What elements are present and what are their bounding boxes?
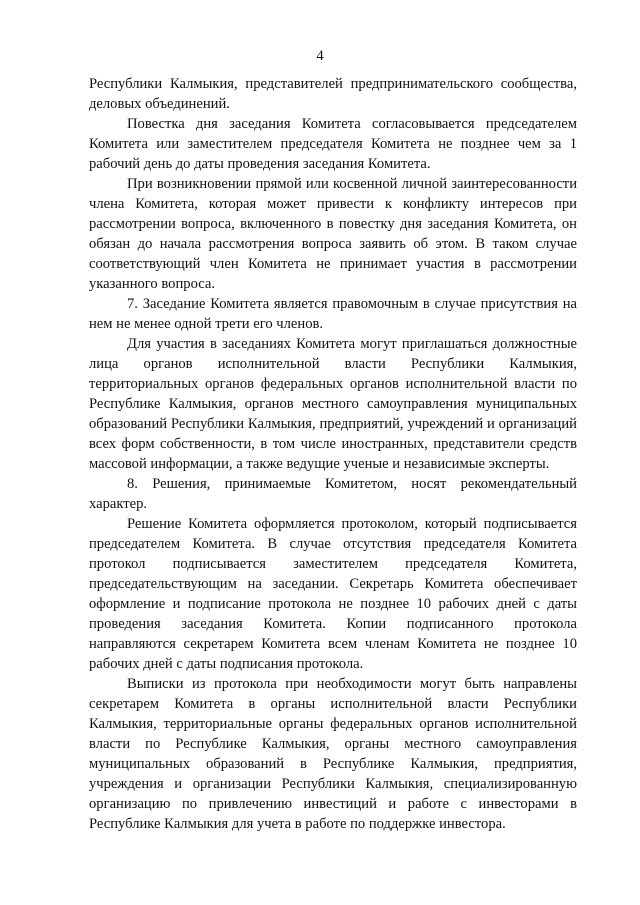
paragraph: Республики Калмыкия, представителей предпринимательского сообщества, деловых объединений. [89, 76, 577, 112]
paragraph: Выписки из протокола при необходимости могут быть направлены секретарем Комитета в органы исполнительной власти Республики Калмыкия, территориальные органы федеральных органов исполнительной власти по Республике Калмыкия, органы местного самоуправления муниципальных образований в Республике Калмыкия, предприятия, учреждения и организации Республики Калмыкия, специализированную организацию по привлечению инвестиций и работе с инвесторами в Республике Калмыкия для учета в работе по поддержке инвестора. [89, 676, 577, 832]
paragraph: Для участия в заседаниях Комитета могут приглашаться должностные лица органов исполнительной власти Республики Калмыкия, территориальных органов федеральных органов исполнительной власти по Республике Калмыкия, органов местного самоуправления муниципальных образований Республики Калмыкия, предприятий, учреждений и организаций всех форм собственности, в том числе иностранных, представители средств массовой информации, а также ведущие ученые и независимые эксперты. [89, 336, 577, 472]
paragraph: Повестка дня заседания Комитета согласовывается председателем Комитета или заместителем председателя Комитета не позднее чем за 1 рабочий день до даты проведения заседания Комитета. [89, 116, 577, 172]
paragraph: Решение Комитета оформляется протоколом, который подписывается председателем Комитета. В случае отсутствия председателя Комитета протокол подписывается заместителем председателя Комитета, председательствующим на заседании. Секретарь Комитета обеспечивает оформление и подписание протокола не позднее 10 рабочих дней с даты проведения заседания Комитета. Копии подписанного протокола направляются секретарем Комитета всем членам Комитета не позднее 10 рабочих дней с даты подписания протокола. [89, 516, 577, 672]
paragraph: При возникновении прямой или косвенной личной заинтересованности члена Комитета, которая может привести к конфликту интересов при рассмотрении вопроса, включенного в повестку дня заседания Комитета, он обязан до начала рассмотрения вопроса заявить об этом. В таком случае соответствующий член Комитета не принимает участия в рассмотрении указанного вопроса. [89, 176, 577, 292]
page-number: 4 [316, 48, 324, 64]
paragraph: 8. Решения, принимаемые Комитетом, носят рекомендательный характер. [89, 476, 577, 512]
paragraph: 7. Заседание Комитета является правомочным в случае присутствия на нем не менее одной трети его членов. [89, 296, 577, 332]
document-body [89, 74, 577, 834]
